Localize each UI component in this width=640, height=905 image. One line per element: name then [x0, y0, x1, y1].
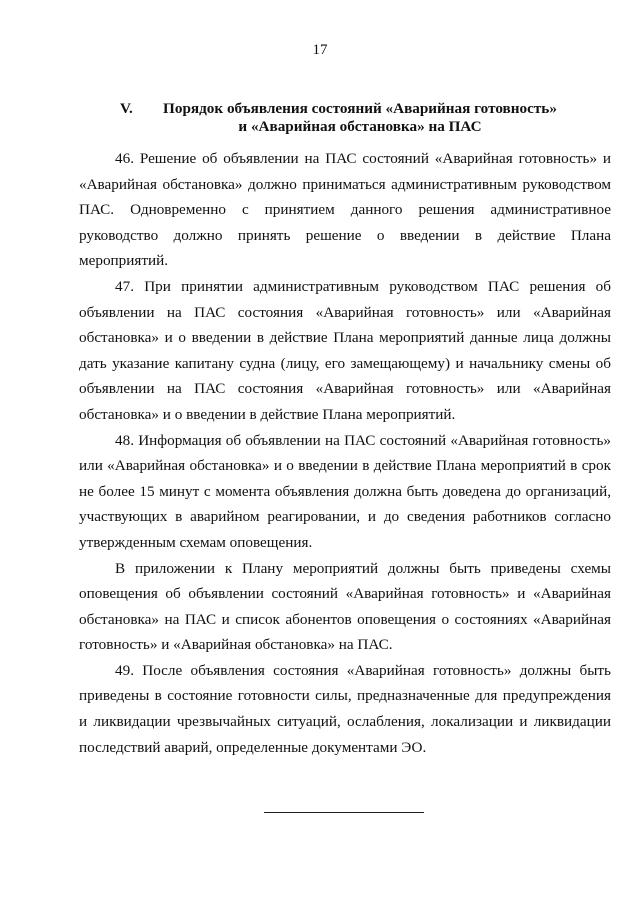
body-text	[79, 146, 611, 760]
paragraph-48-appendix: В приложении к Плану мероприятий должны быть приведены схемы оповещения об объявлении состояний «Аварийная готовность» и «Аварийная обстановка» на ПАС и список абонентов оповещения о состояниях «Аварийная готовность» и «Аварийная обстановка» на ПАС.	[79, 559, 611, 654]
section-heading	[120, 100, 600, 136]
paragraph-49: 49. После объявления состояния «Аварийная готовность» должны быть приведены в состояние готовности силы, предназначенные для предупреждения и ликвидации чрезвычайных ситуаций, ослабления, локализации и ликвидации последствий аварий, определенные документами ЭО.	[79, 661, 611, 756]
paragraph-48: 48. Информация об объявлении на ПАС состояний «Аварийная готовность» или «Аварийная обстановка» и о введении в действие Плана мероприятий в срок не более 15 минут с момента объявления должна быть доведена до организаций, участвующих в аварийном реагировании, и до сведения работников согласно утвержденным схемам оповещения.	[79, 431, 611, 551]
section-number: V.	[120, 100, 133, 117]
section-title-line-1: Порядок объявления состояний «Аварийная готовность»	[163, 100, 557, 117]
page-number: 17	[312, 42, 328, 58]
section-title-line-2: и «Аварийная обстановка» на ПАС	[238, 118, 482, 135]
paragraph-46: 46. Решение об объявлении на ПАС состояний «Аварийная готовность» и «Аварийная обстановка» должно приниматься административным руководством ПАС. Одновременно с принятием данного решения административное руководство должно принять решение о введении в действие Плана мероприятий.	[79, 150, 611, 270]
paragraph-47: 47. При принятии административным руководством ПАС решения об объявлении на ПАС состояния «Аварийная готовность» или «Аварийная обстановка» и о введении в действие Плана мероприятий данные лица должны дать указание капитану судна (лицу, его замещающему) и начальнику смены об объявлении на ПАС состояния «Аварийная готовность» или «Аварийная обстановка» и о введении в действие Плана мероприятий.	[79, 277, 611, 423]
footer-rule	[264, 812, 424, 813]
